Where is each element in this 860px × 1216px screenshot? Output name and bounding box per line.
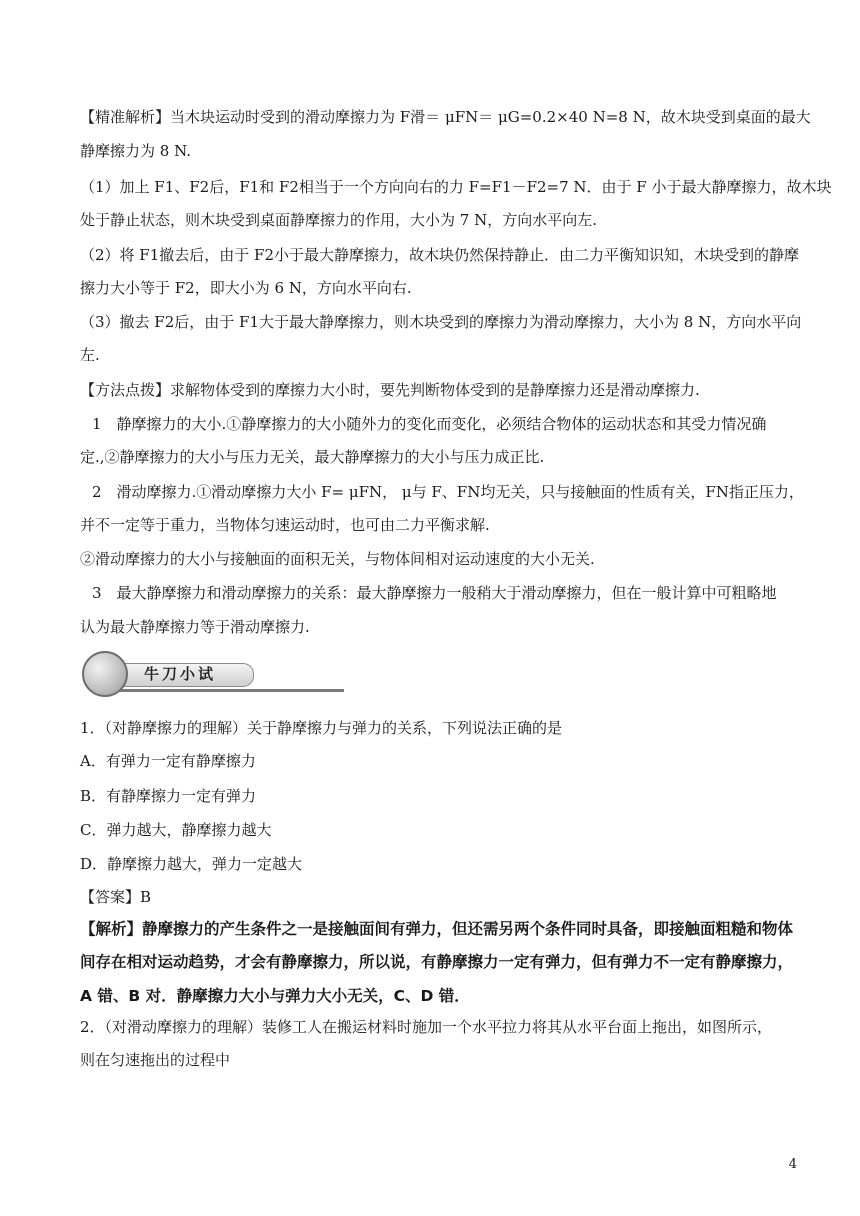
banner-emblem-icon bbox=[82, 651, 128, 697]
text-line: 【精准解析】当木块运动时受到的滑动摩擦力为 F滑＝ μFN＝ μG=0.2×40 N=8 N，故木块受到桌面的最大 bbox=[80, 108, 811, 126]
banner-label: 牛刀小试 bbox=[144, 665, 217, 683]
question-1-analysis: 间存在相对运动趋势，才会有静摩擦力，所以说，有静摩擦力一定有弹力，但有弹力不一定有静摩擦力， bbox=[80, 953, 794, 971]
question-1-option-d: D．静摩擦力越大，弹力一定越大 bbox=[80, 855, 303, 873]
question-2-stem: 则在匀速拖出的过程中 bbox=[80, 1051, 231, 1069]
section-banner bbox=[82, 651, 264, 697]
text-line: 左. bbox=[80, 346, 100, 364]
text-line: 3 最大静摩擦力和滑动摩擦力的关系：最大静摩擦力一般稍大于滑动摩擦力，但在一般计算中可粗略地 bbox=[92, 584, 777, 602]
text-line: 处于静止状态，则木块受到桌面静摩擦力的作用，大小为 7 N，方向水平向左. bbox=[80, 211, 597, 229]
question-1-stem: 1．（对静摩擦力的理解）关于静摩擦力与弹力的关系，下列说法正确的是 bbox=[80, 719, 563, 737]
text-line: 定.,②静摩擦力的大小与压力无关，最大静摩擦力的大小与压力成正比. bbox=[80, 448, 545, 466]
question-1-analysis: 【解析】静摩擦力的产生条件之一是接触面间有弹力，但还需另两个条件同时具备，即接触面粗糙和物体 bbox=[80, 920, 794, 938]
text-line: ②滑动摩擦力的大小与接触面的面积无关，与物体间相对运动速度的大小无关. bbox=[80, 550, 595, 568]
text-line: （3）撤去 F2后，由于 F1大于最大静摩擦力，则木块受到的摩擦力为滑动摩擦力，大小为 8 N，方向水平向 bbox=[80, 313, 802, 331]
question-1-option-a: A．有弹力一定有静摩擦力 bbox=[80, 752, 256, 770]
question-1-analysis: A 错、B 对．静摩擦力大小与弹力大小无关，C、D 错． bbox=[80, 987, 470, 1005]
text-line: 认为最大静摩擦力等于滑动摩擦力. bbox=[80, 618, 310, 636]
text-line: 并不一定等于重力，当物体匀速运动时，也可由二力平衡求解. bbox=[80, 516, 490, 534]
question-1-option-c: C．弹力越大，静摩擦力越大 bbox=[80, 821, 272, 839]
text-line: （1）加上 F1、F2后，F1和 F2相当于一个方向向右的力 F=F1－F2=7 N．由于 F 小于最大静摩擦力，故木块 bbox=[80, 178, 832, 196]
text-line: 【方法点拨】求解物体受到的摩擦力大小时，要先判断物体受到的是静摩擦力还是滑动摩擦力. bbox=[80, 381, 700, 399]
text-line: 静摩擦力为 8 N. bbox=[80, 142, 192, 160]
question-1-answer: 【答案】B bbox=[80, 888, 152, 906]
text-line: 1 静摩擦力的大小.①静摩擦力的大小随外力的变化而变化，必须结合物体的运动状态和其受力情况确 bbox=[92, 415, 767, 433]
banner-underline bbox=[112, 689, 344, 692]
question-2-stem: 2．（对滑动摩擦力的理解）装修工人在搬运材料时施加一个水平拉力将其从水平台面上拖出，如图所示， bbox=[80, 1018, 773, 1036]
text-line: （2）将 F1撤去后，由于 F2小于最大静摩擦力，故木块仍然保持静止．由二力平衡知识知，木块受到的静摩 bbox=[80, 246, 799, 264]
text-line: 2 滑动摩擦力.①滑动摩擦力大小 F= μFN， μ与 F、FN均无关，只与接触面的性质有关，FN指正压力， bbox=[92, 483, 804, 501]
page-number: 4 bbox=[788, 1157, 797, 1172]
text-line: 擦力大小等于 F2，即大小为 6 N，方向水平向右. bbox=[80, 279, 412, 297]
question-1-option-b: B．有静摩擦力一定有弹力 bbox=[80, 787, 257, 805]
